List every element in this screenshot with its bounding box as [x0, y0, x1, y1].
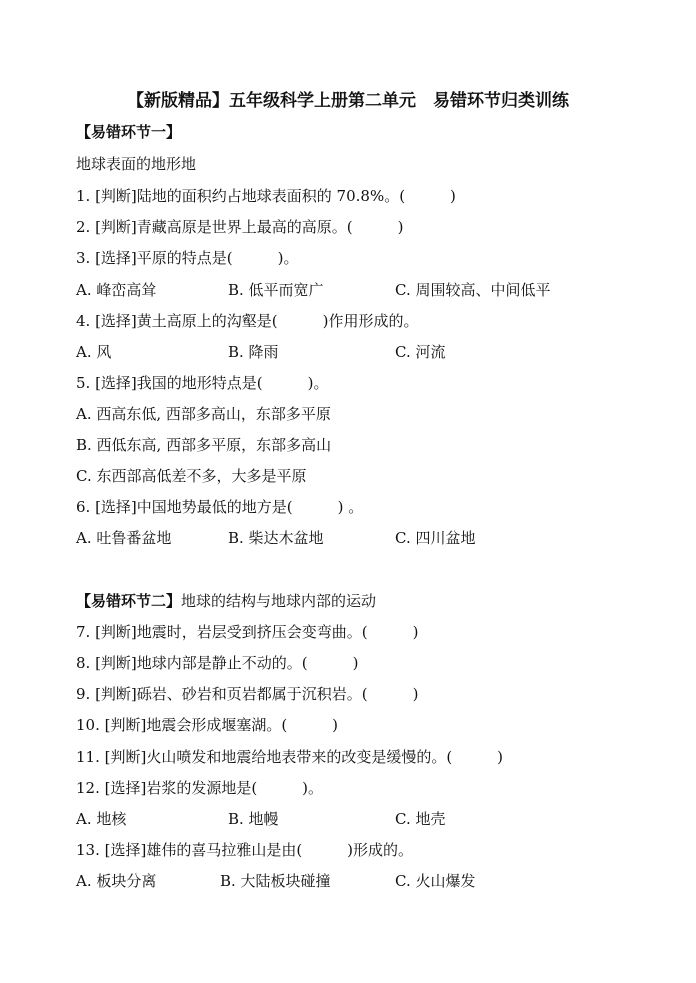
- question-2: 2. [判断]青藏高原是世界上最高的高原。( ): [76, 218, 404, 236]
- question-6-option-a: A. 吐鲁番盆地: [76, 529, 172, 547]
- question-12-option-a: A. 地核: [76, 810, 127, 828]
- question-10: 10. [判断]地震会形成堰塞湖。( ): [76, 716, 339, 734]
- question-4-option-c: C. 河流: [395, 343, 446, 361]
- question-5: 5. [选择]我国的地形特点是( )。: [76, 374, 329, 392]
- section1-heading: 【易错环节一】: [76, 123, 182, 141]
- question-1: 1. [判断]陆地的面积约占地球表面积的 70.8%。( ): [76, 187, 456, 205]
- question-6-option-b: B. 柴达木盆地: [228, 529, 324, 547]
- question-7: 7. [判断]地震时，岩层受到挤压会变弯曲。( ): [76, 623, 419, 641]
- question-12-option-b: B. 地幔: [228, 810, 279, 828]
- question-13-option-a: A. 板块分离: [76, 872, 157, 890]
- question-11: 11. [判断]火山喷发和地震给地表带来的改变是缓慢的。( ): [76, 748, 504, 766]
- question-8: 8. [判断]地球内部是静止不动的。( ): [76, 654, 359, 672]
- question-6-option-c: C. 四川盆地: [395, 529, 476, 547]
- question-4: 4. [选择]黄土高原上的沟壑是( )作用形成的。: [76, 312, 419, 330]
- question-3-option-a: A. 峰峦高耸: [76, 281, 157, 299]
- question-3-option-c: C. 周围较高、中间低平: [395, 281, 551, 299]
- page-title: 【新版精品】五年级科学上册第二单元 易错环节归类训练: [127, 91, 569, 111]
- question-4-option-a: A. 风: [76, 343, 112, 361]
- question-13: 13. [选择]雄伟的喜马拉雅山是由( )形成的。: [76, 841, 414, 859]
- question-5-option-c: C. 东西部高低差不多，大多是平原: [76, 467, 307, 485]
- question-13-option-b: B. 大陆板块碰撞: [220, 872, 331, 890]
- question-6: 6. [选择]中国地势最低的地方是( ) 。: [76, 498, 364, 516]
- question-9: 9. [判断]砾岩、砂岩和页岩都属于沉积岩。( ): [76, 685, 419, 703]
- question-3-option-b: B. 低平而宽广: [228, 281, 324, 299]
- section2-heading-line: [76, 591, 376, 611]
- section1-subheading: 地球表面的地形地: [76, 155, 197, 173]
- question-5-option-a: A. 西高东低, 西部多高山，东部多平原: [76, 405, 331, 423]
- question-12-option-c: C. 地壳: [395, 810, 446, 828]
- question-12: 12. [选择]岩浆的发源地是( )。: [76, 779, 324, 797]
- question-4-option-b: B. 降雨: [228, 343, 279, 361]
- section2-heading-topic: 地球的结构与地球内部的运动: [181, 592, 377, 610]
- question-3: 3. [选择]平原的特点是( )。: [76, 249, 299, 267]
- question-5-option-b: B. 西低东高, 西部多平原，东部多高山: [76, 436, 332, 454]
- section2-heading: 【易错环节二】: [76, 592, 182, 610]
- question-13-option-c: C. 火山爆发: [395, 872, 476, 890]
